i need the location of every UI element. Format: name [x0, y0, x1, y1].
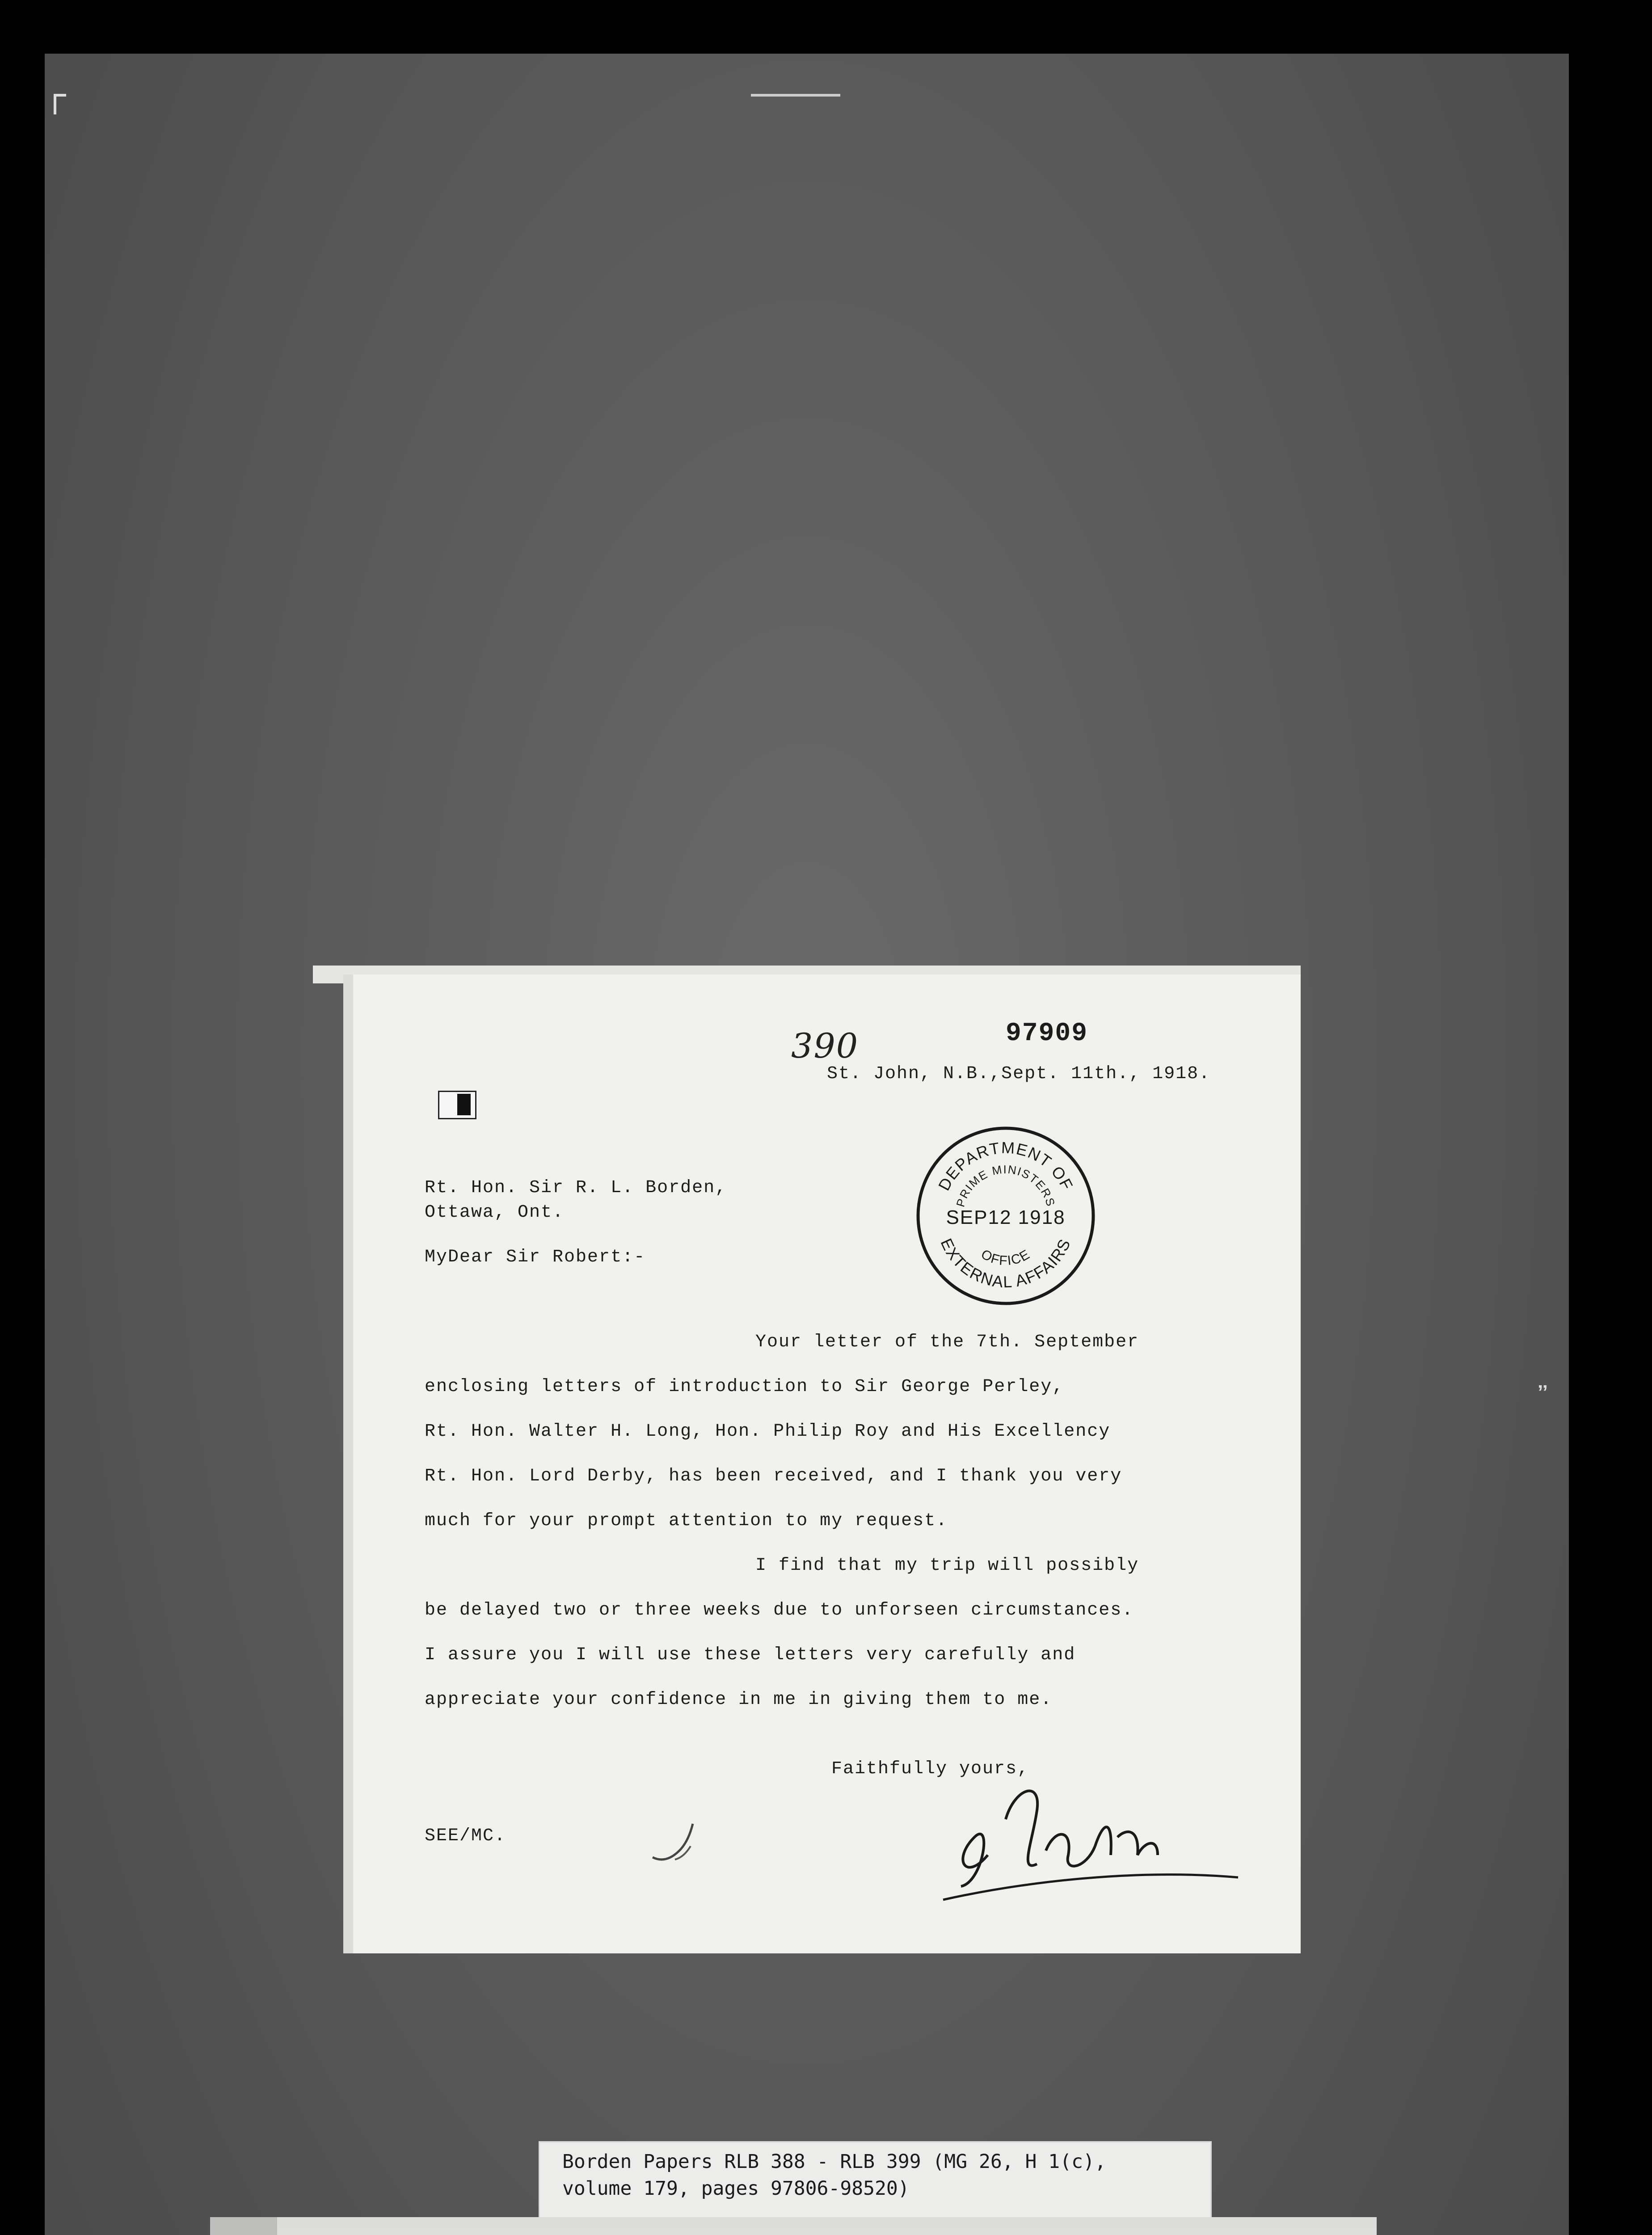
received-stamp	[912, 1122, 1100, 1310]
addressee-name: Rt. Hon. Sir R. L. Borden,	[425, 1178, 727, 1198]
frame-top-mark	[751, 94, 840, 97]
body-line: enclosing letters of introduction to Sir George Perley,	[425, 1377, 1064, 1397]
reference-label	[539, 2141, 1212, 2220]
stamp-top-text: DEPARTMENT OF	[934, 1138, 1077, 1194]
edge-marks: ’’	[1538, 1381, 1548, 1403]
stamp-bottom-text: EXTERNAL AFFAIRS	[937, 1236, 1075, 1291]
document-number: 97909	[1006, 1019, 1088, 1048]
pencil-tick-mark	[648, 1815, 711, 1868]
letter-page	[353, 974, 1301, 1953]
reference-line: Borden Papers RLB 388 - RLB 399 (MG 26, H 1(c),	[562, 2151, 1106, 2173]
typist-initials: SEE/MC.	[425, 1826, 506, 1846]
salutation: MyDear Sir Robert:-	[425, 1247, 646, 1267]
reference-line: volume 179, pages 97806-98520)	[562, 2177, 910, 2200]
body-line: appreciate your confidence in me in giving them to me.	[425, 1690, 1053, 1710]
handwritten-folio-number: 390	[791, 1026, 859, 1066]
body-line: much for your prompt attention to my request.	[425, 1511, 948, 1531]
signature	[934, 1770, 1247, 1913]
stamp-office-text: OFFICE	[978, 1247, 1033, 1269]
body-line: Rt. Hon. Walter H. Long, Hon. Philip Roy and His Excellency	[425, 1421, 1111, 1442]
body-line: Your letter of the 7th. September	[755, 1332, 1139, 1352]
stamp-date: SEP12 1918	[946, 1206, 1066, 1228]
body-line: be delayed two or three weeks due to unforseen circumstances.	[425, 1600, 1134, 1620]
stamp-sub-text: PRIME MINISTERS	[953, 1162, 1058, 1209]
body-line: I find that my trip will possibly	[755, 1556, 1139, 1576]
body-line: I assure you I will use these letters very carefully and	[425, 1645, 1076, 1665]
addressee-city: Ottawa, Ont.	[425, 1202, 565, 1223]
svg-text:PRIME MINISTERS	[953, 1163, 1058, 1209]
paper-clip-icon	[438, 1091, 476, 1119]
closing: Faithfully yours,	[831, 1759, 1029, 1779]
svg-text:OFFICE	[978, 1247, 1033, 1268]
frame-corner-mark	[54, 94, 66, 114]
body-line: Rt. Hon. Lord Derby, has been received, and I thank you very	[425, 1466, 1122, 1486]
place-date: St. John, N.B.,Sept. 11th., 1918.	[827, 1064, 1211, 1084]
archive-card	[277, 2217, 1377, 2235]
